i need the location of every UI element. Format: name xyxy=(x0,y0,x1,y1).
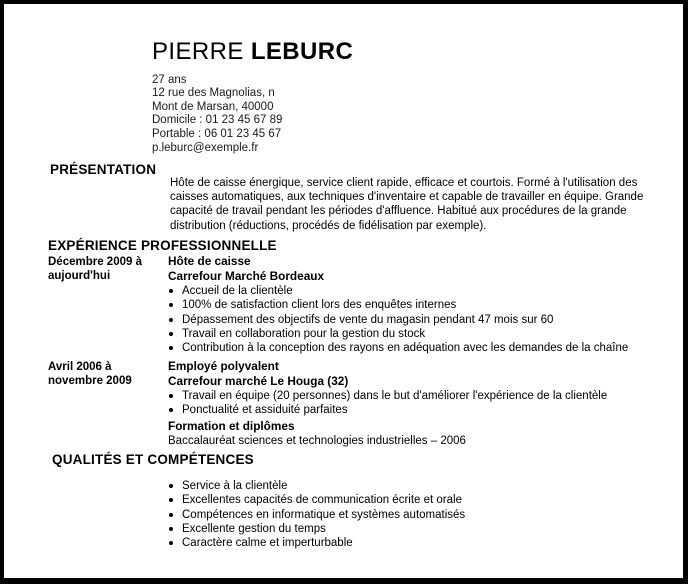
experience-entry xyxy=(168,254,665,356)
contact-email: p.leburc@exemple.fr xyxy=(152,141,259,154)
contact-mobile-phone: Portable : 06 01 23 45 67 xyxy=(152,127,282,140)
experience-role: Employé polyvalent xyxy=(168,359,279,373)
experience-entry-dates: Décembre 2009 à aujourd'hui xyxy=(48,256,142,283)
contact-street: 12 rue des Magnolias, n xyxy=(152,87,275,100)
list-item xyxy=(168,389,665,403)
list-item xyxy=(168,403,665,417)
section-title-experience: EXPÉRIENCE PROFESSIONNELLE xyxy=(48,238,277,253)
bullet-icon xyxy=(169,303,173,307)
bullet-icon xyxy=(169,346,173,350)
experience-entry xyxy=(168,359,665,418)
bullet-icon xyxy=(169,541,173,545)
bullet-text: Compétences en informatique et systèmes automatisés xyxy=(182,508,466,521)
section-title-skills: QUALITÉS ET COMPÉTENCES xyxy=(52,452,254,467)
list-item xyxy=(168,327,665,341)
bullet-icon xyxy=(169,498,173,502)
presentation-text: Hôte de caisse énergique, service client rapide, efficace et courtois. Formé à l'utilisation des caisses automatiques, aux techniques d'inventaire et capable de travailler en équipe. Grande capacité de travail pendant les périodes d'affluence. Habitué aux procédures de la grande distribution (réductions, procédés de fidélisation par exemple). xyxy=(170,177,644,232)
resume-page xyxy=(4,4,683,578)
list-item xyxy=(168,479,665,493)
bullet-text: Accueil de la clientèle xyxy=(182,285,293,298)
resume-header xyxy=(152,38,353,155)
bullet-icon xyxy=(169,318,173,322)
bullet-text: Service à la clientèle xyxy=(182,480,288,492)
bullet-text: Dépassement des objectifs de vente du magasin pendant 47 mois sur 60 xyxy=(182,313,554,326)
candidate-name xyxy=(152,38,353,66)
list-item xyxy=(168,284,665,298)
bullet-text: Travail en équipe (20 personnes) dans le but d'améliorer l'expérience de la clientèle xyxy=(182,390,608,403)
list-item xyxy=(168,536,665,550)
presentation-body xyxy=(170,176,665,233)
skills-bullet-list xyxy=(168,479,665,550)
experience-bullet-list xyxy=(168,284,665,355)
section-title-presentation: PRÉSENTATION xyxy=(50,162,157,177)
first-name: PIERRE xyxy=(152,38,244,65)
bullet-icon xyxy=(169,484,173,488)
contact-block xyxy=(152,74,353,156)
bullet-text: Caractère calme et imperturbable xyxy=(182,537,353,550)
bullet-icon xyxy=(169,394,173,398)
experience-company: Carrefour marché Le Houga (32) xyxy=(168,373,349,388)
bullet-text: Excellentes capacités de communication écrite et orale xyxy=(182,494,462,507)
experience-entry-dates: Avril 2006 à novembre 2009 xyxy=(48,361,132,388)
formation-entry: Baccalauréat sciences et technologies industrielles – 2006 xyxy=(168,434,466,447)
bullet-text: Excellente gestion du temps xyxy=(182,522,326,535)
list-item xyxy=(168,298,665,312)
contact-home-phone: Domicile : 01 23 45 67 89 xyxy=(152,114,283,127)
list-item xyxy=(168,522,665,536)
experience-bullet-list xyxy=(168,389,665,418)
bullet-text: 100% de satisfaction client lors des enquêtes internes xyxy=(182,299,457,312)
bullet-text: Contribution à la conception des rayons en adéquation avec les demandes de la chaîne xyxy=(182,342,629,355)
bullet-text: Travail en collaboration pour la gestion du stock xyxy=(182,328,426,341)
bullet-icon xyxy=(169,513,173,517)
formation-title: Formation et diplômes xyxy=(168,419,295,433)
experience-role: Hôte de caisse xyxy=(168,254,251,268)
bullet-icon xyxy=(169,289,173,293)
list-item xyxy=(168,313,665,327)
contact-age: 27 ans xyxy=(152,73,187,86)
bullet-icon xyxy=(169,332,173,336)
bullet-icon xyxy=(169,408,173,412)
contact-city: Mont de Marsan, 40000 xyxy=(152,100,274,113)
section-formation xyxy=(168,419,665,448)
list-item xyxy=(168,341,665,355)
last-name: LEBURC xyxy=(250,38,354,65)
experience-company: Carrefour Marché Bordeaux xyxy=(168,268,325,283)
bullet-text: Ponctualité et assiduité parfaites xyxy=(182,404,348,417)
list-item xyxy=(168,508,665,522)
bullet-icon xyxy=(169,527,173,531)
list-item xyxy=(168,493,665,507)
skills-bullet-list-wrap xyxy=(168,478,665,550)
